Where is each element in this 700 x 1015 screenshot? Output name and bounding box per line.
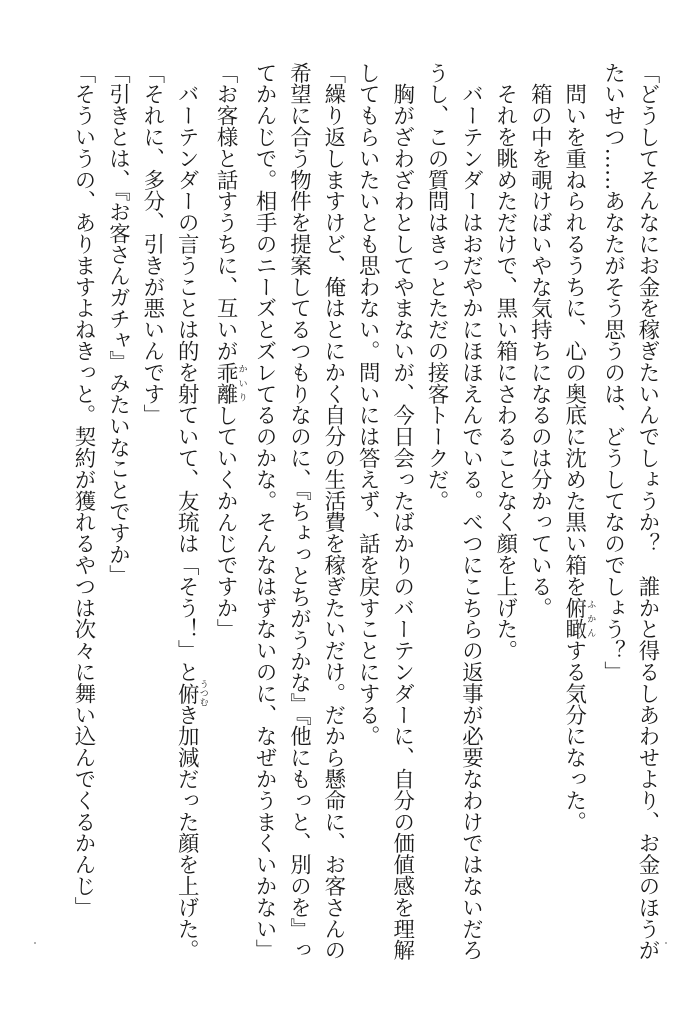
ruby-fukan: 俯瞰ふかん <box>561 597 596 640</box>
text-line: 「繰り返しますけど、俺はとにかく自分の生活費を稼ぎたいだけ。だから懸命に、お客さんの <box>320 62 346 961</box>
vertical-text-body <box>66 62 664 961</box>
text-line: 「そういうの、ありますよねきっと。契約が獲れるやつは次々に舞い込んでくるかんじ」 <box>71 62 96 918</box>
corner-mark <box>665 942 667 944</box>
text-line: 「それに、多分、引きが悪いんです」 <box>139 62 165 426</box>
ruby-utsumu: 俯うつむ <box>174 679 208 707</box>
text-segment: 「お客様と話すうちに、互いが <box>213 62 239 362</box>
text-segment: する気分になった。 <box>561 639 587 833</box>
text-line <box>556 62 595 942</box>
text-segment: していくかんじですか」 <box>213 404 239 640</box>
text-line: してもらいたいとも思わない。問いには答えず、話を戻すことにする。 <box>355 62 381 747</box>
text-line: うし、この質問はきっとただの接客トークだ。 <box>424 62 450 512</box>
text-segment: き加減だった顔を上げた。 <box>174 704 200 961</box>
text-line: 箱の中を覗けばいやな気持ちになるのは分かっている。 <box>527 62 553 619</box>
text-line: たいせつ……あなたがそう思うのは、どうしてなのでしょう？」 <box>600 62 626 683</box>
text-line: 希望に合う物件を提案してるつもりなのに、『ちょっとちがうかな』『他にもっと、別のを』っ <box>286 62 312 961</box>
text-line: バーテンダーはおだやかにほほえんでいる。べつにこちらの返事が必要なわけではないだろ <box>458 62 484 961</box>
text-line: それを眺めただけで、黒い箱にさわることなく顔を上げた。 <box>492 62 518 662</box>
text-line <box>169 62 208 961</box>
text-line: 胸がざわざわとしてやまないが、今日会ったばかりのバーテンダーに、自分の価値感を理解 <box>389 62 415 961</box>
text-segment: バーテンダーの言うことは的を射ていて、友琉は「そう！」と <box>174 62 200 683</box>
text-line: 「どうしてそんなにお金を稼ぎたいんでしょうか？ 誰かと得るしあわせより、お金のほうが <box>635 62 660 961</box>
text-segment: 問いを重ねられるうちに、心の奥底に沈めた黒い箱を <box>561 62 587 597</box>
text-line: てかんじで。相手のニーズとズレてるのかな。そんなはずないのに、なぜかうまくいかない」 <box>252 62 278 961</box>
ruby-kairi: 乖離かいり <box>213 361 247 405</box>
text-line <box>208 62 247 942</box>
text-line: 「引きとは、『お客さんガチャ』みたいなことですか」 <box>105 62 131 587</box>
corner-mark <box>34 942 36 944</box>
